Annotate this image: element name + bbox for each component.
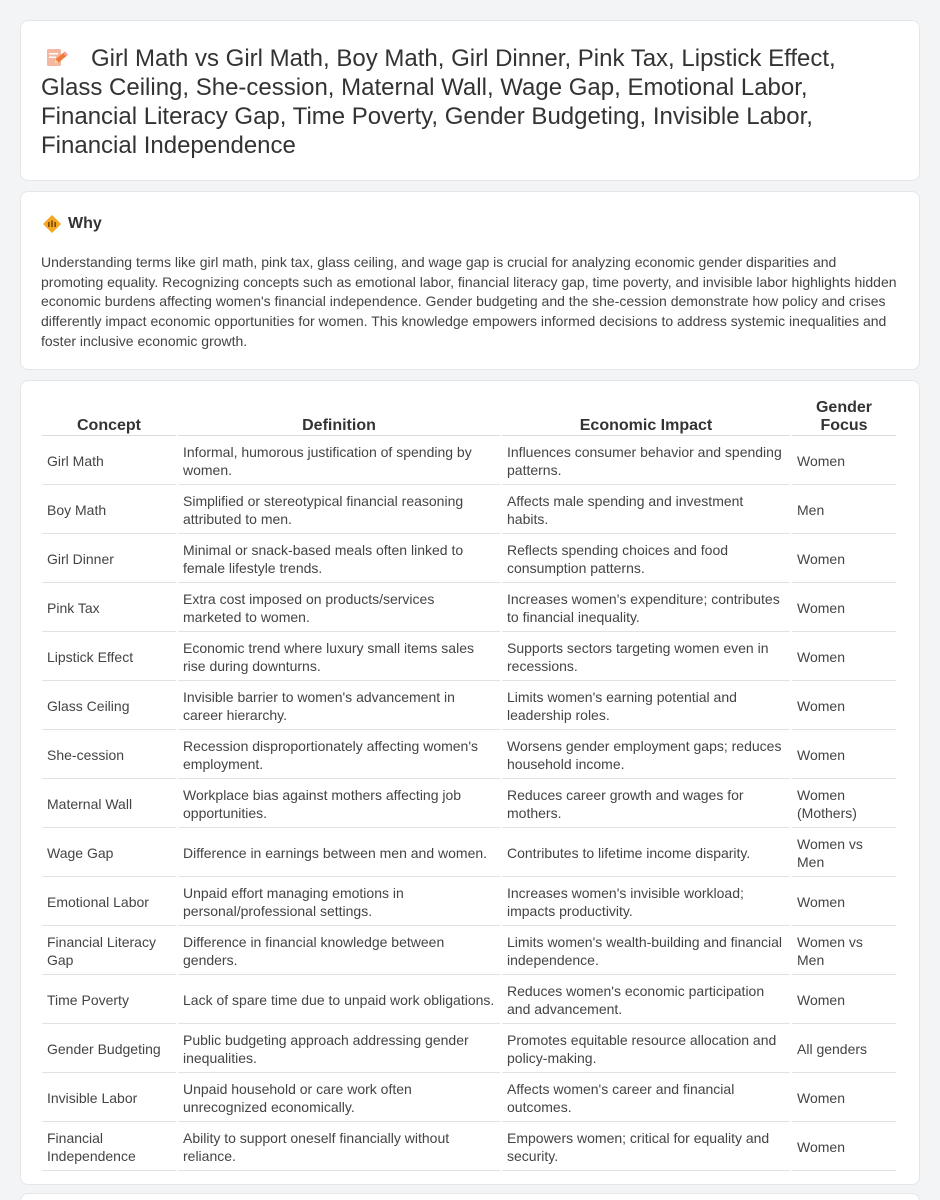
- why-text: Understanding terms like girl math, pink tax, glass ceiling, and wage gap is crucial for analyzing economic gender disparities and promoting equality. Recognizing concepts such as emotional labor, financial literacy gap, time poverty, and invisible labor highlights hidden economic burdens affecting women's financial independence. Gender budgeting and the she-cession demonstrate how policy and crises differently impact economic opportunities for women. This knowledge empowers informed decisions to address systemic inequalities and foster inclusive economic growth.: [41, 254, 897, 349]
- cell-concept: Wage Gap: [42, 830, 176, 877]
- table-header-row: [42, 399, 896, 436]
- cell-concept: Girl Dinner: [42, 536, 176, 583]
- cell-concept: Financial Independence: [42, 1124, 176, 1171]
- table-row: [42, 928, 896, 975]
- cell-economic-impact: Limits women's wealth-building and financial independence.: [502, 928, 790, 975]
- cell-economic-impact: Influences consumer behavior and spending patterns.: [502, 438, 790, 485]
- cell-concept: Pink Tax: [42, 585, 176, 632]
- cell-gender-focus: Women vs Men: [792, 928, 896, 975]
- cell-economic-impact: Empowers women; critical for equality and security.: [502, 1124, 790, 1171]
- table-row: [42, 683, 896, 730]
- cell-economic-impact: Limits women's earning potential and leadership roles.: [502, 683, 790, 730]
- cell-economic-impact: Reflects spending choices and food consumption patterns.: [502, 536, 790, 583]
- cell-economic-impact: Worsens gender employment gaps; reduces household income.: [502, 732, 790, 779]
- cell-definition: Informal, humorous justification of spending by women.: [178, 438, 500, 485]
- diamond-signal-icon: [42, 214, 62, 234]
- cell-gender-focus: Women: [792, 683, 896, 730]
- cell-gender-focus: Women: [792, 879, 896, 926]
- table-row: [42, 585, 896, 632]
- cell-economic-impact: Reduces women's economic participation and advancement.: [502, 977, 790, 1024]
- cell-definition: Invisible barrier to women's advancement in career hierarchy.: [178, 683, 500, 730]
- table-row: [42, 879, 896, 926]
- cell-definition: Difference in earnings between men and women.: [178, 830, 500, 877]
- why-header: [41, 214, 899, 234]
- cell-definition: Public budgeting approach addressing gender inequalities.: [178, 1026, 500, 1073]
- cell-gender-focus: Men: [792, 487, 896, 534]
- table-row: [42, 1075, 896, 1122]
- cell-gender-focus: Women vs Men: [792, 830, 896, 877]
- cell-economic-impact: Affects women's career and financial outcomes.: [502, 1075, 790, 1122]
- cell-gender-focus: Women: [792, 536, 896, 583]
- cell-concept: Emotional Labor: [42, 879, 176, 926]
- pencil-icon: [44, 46, 72, 68]
- header-definition: Definition: [178, 399, 500, 436]
- cell-gender-focus: Women: [792, 1075, 896, 1122]
- cell-gender-focus: Women: [792, 977, 896, 1024]
- table-body: [42, 438, 896, 1171]
- header-economic-impact: Economic Impact: [502, 399, 790, 436]
- table-row: [42, 1124, 896, 1171]
- page-title: [41, 44, 899, 160]
- cell-definition: Workplace bias against mothers affecting job opportunities.: [178, 781, 500, 828]
- table-row: [42, 536, 896, 583]
- cell-concept: She-cession: [42, 732, 176, 779]
- cell-definition: Minimal or snack-based meals often linked to female lifestyle trends.: [178, 536, 500, 583]
- cell-concept: Time Poverty: [42, 977, 176, 1024]
- cell-concept: Maternal Wall: [42, 781, 176, 828]
- table-row: [42, 830, 896, 877]
- table-row: [42, 1026, 896, 1073]
- table-row: [42, 732, 896, 779]
- cell-definition: Lack of spare time due to unpaid work obligations.: [178, 977, 500, 1024]
- cell-definition: Ability to support oneself financially without reliance.: [178, 1124, 500, 1171]
- cell-definition: Economic trend where luxury small items sales rise during downturns.: [178, 634, 500, 681]
- table-row: [42, 634, 896, 681]
- cell-economic-impact: Reduces career growth and wages for mothers.: [502, 781, 790, 828]
- cell-gender-focus: Women: [792, 1124, 896, 1171]
- cell-concept: Gender Budgeting: [42, 1026, 176, 1073]
- table-row: [42, 977, 896, 1024]
- cell-definition: Unpaid household or care work often unrecognized economically.: [178, 1075, 500, 1122]
- cell-gender-focus: All genders: [792, 1026, 896, 1073]
- cell-gender-focus: Women: [792, 585, 896, 632]
- cell-concept: Boy Math: [42, 487, 176, 534]
- cell-economic-impact: Increases women's invisible workload; impacts productivity.: [502, 879, 790, 926]
- cell-gender-focus: Women: [792, 438, 896, 485]
- cell-gender-focus: Women: [792, 634, 896, 681]
- cell-definition: Extra cost imposed on products/services marketed to women.: [178, 585, 500, 632]
- table-row: [42, 781, 896, 828]
- cell-gender-focus: Women (Mothers): [792, 781, 896, 828]
- cell-definition: Unpaid effort managing emotions in personal/professional settings.: [178, 879, 500, 926]
- cell-definition: Simplified or stereotypical financial reasoning attributed to men.: [178, 487, 500, 534]
- table-card: [20, 380, 920, 1185]
- header-concept: Concept: [42, 399, 176, 436]
- cell-definition: Recession disproportionately affecting women's employment.: [178, 732, 500, 779]
- cell-economic-impact: Affects male spending and investment habits.: [502, 487, 790, 534]
- cell-economic-impact: Promotes equitable resource allocation and policy-making.: [502, 1026, 790, 1073]
- cell-definition: Difference in financial knowledge between genders.: [178, 928, 500, 975]
- title-card: [20, 20, 920, 181]
- cell-economic-impact: Contributes to lifetime income disparity.: [502, 830, 790, 877]
- why-card: [20, 191, 920, 370]
- why-heading: Why: [68, 215, 102, 232]
- header-gender-focus: Gender Focus: [792, 399, 896, 436]
- cell-concept: Glass Ceiling: [42, 683, 176, 730]
- cell-economic-impact: Increases women's expenditure; contributes to financial inequality.: [502, 585, 790, 632]
- cell-concept: Girl Math: [42, 438, 176, 485]
- cell-economic-impact: Supports sectors targeting women even in recessions.: [502, 634, 790, 681]
- cell-gender-focus: Women: [792, 732, 896, 779]
- cell-concept: Financial Literacy Gap: [42, 928, 176, 975]
- table-row: [42, 438, 896, 485]
- concept-table: [40, 397, 898, 1173]
- cell-concept: Lipstick Effect: [42, 634, 176, 681]
- page-title-text: Girl Math vs Girl Math, Boy Math, Girl Dinner, Pink Tax, Lipstick Effect, Glass Ceiling, She-cession, Maternal Wall, Wage Gap, Emotional Labor, Financial Literacy Gap, Time Poverty, Gender Budgeting, Invisible Labor, Financial Independence: [41, 45, 836, 159]
- cell-concept: Invisible Labor: [42, 1075, 176, 1122]
- table-row: [42, 487, 896, 534]
- bottom-card: [20, 1193, 920, 1200]
